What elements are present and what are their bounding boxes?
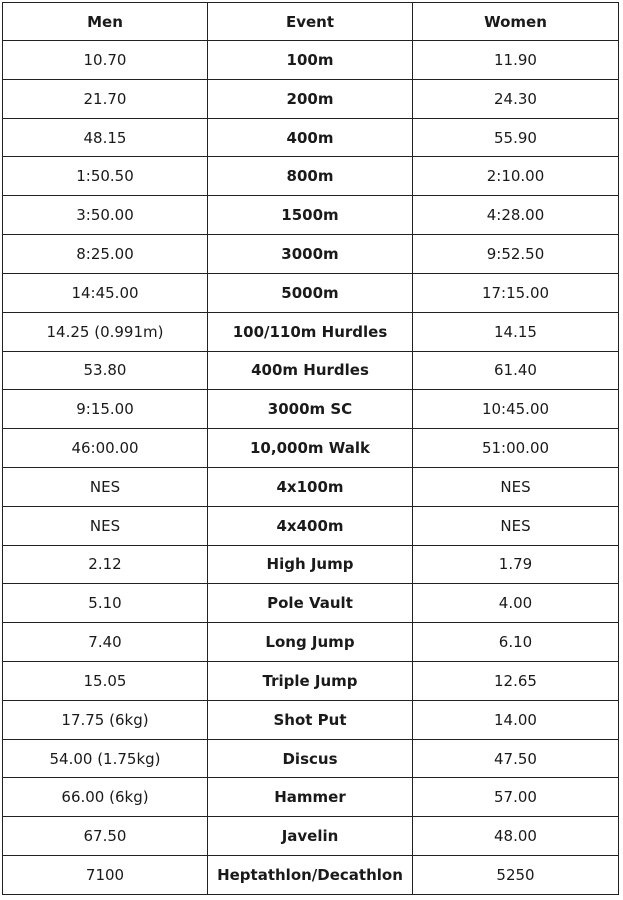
table-row [3, 856, 619, 895]
event-name-cell: Discus [208, 739, 413, 778]
men-standard-cell: 15.05 [3, 662, 208, 701]
event-name-cell: 100/110m Hurdles [208, 312, 413, 351]
women-standard-cell: 24.30 [413, 79, 619, 118]
table-row [3, 662, 619, 701]
men-standard-cell: 2.12 [3, 545, 208, 584]
event-name-cell: Long Jump [208, 623, 413, 662]
table-row [3, 467, 619, 506]
women-standard-cell: NES [413, 506, 619, 545]
table-row [3, 429, 619, 468]
men-standard-cell: 48.15 [3, 118, 208, 157]
event-name-cell: 10,000m Walk [208, 429, 413, 468]
men-standard-cell: 7100 [3, 856, 208, 895]
men-standard-cell: NES [3, 506, 208, 545]
table-row [3, 118, 619, 157]
men-standard-cell: NES [3, 467, 208, 506]
women-standard-cell: NES [413, 467, 619, 506]
men-standard-cell: 7.40 [3, 623, 208, 662]
men-standard-cell: 46:00.00 [3, 429, 208, 468]
table-row [3, 235, 619, 274]
event-name-cell: Heptathlon/Decathlon [208, 856, 413, 895]
event-name-cell: 4x400m [208, 506, 413, 545]
standards-table [2, 2, 619, 895]
event-name-cell: 1500m [208, 196, 413, 235]
men-standard-cell: 53.80 [3, 351, 208, 390]
men-standard-cell: 9:15.00 [3, 390, 208, 429]
table-row [3, 817, 619, 856]
women-standard-cell: 51:00.00 [413, 429, 619, 468]
women-standard-cell: 9:52.50 [413, 235, 619, 274]
table-row [3, 778, 619, 817]
women-standard-cell: 55.90 [413, 118, 619, 157]
table-row [3, 700, 619, 739]
men-standard-cell: 8:25.00 [3, 235, 208, 274]
header-row [3, 3, 619, 41]
table-row [3, 312, 619, 351]
event-name-cell: Pole Vault [208, 584, 413, 623]
table-row [3, 157, 619, 196]
men-standard-cell: 1:50.50 [3, 157, 208, 196]
event-name-cell: Javelin [208, 817, 413, 856]
event-name-cell: 200m [208, 79, 413, 118]
women-standard-cell: 5250 [413, 856, 619, 895]
event-name-cell: 4x100m [208, 467, 413, 506]
event-name-cell: 5000m [208, 273, 413, 312]
table-row [3, 41, 619, 80]
table-row [3, 545, 619, 584]
table-body [3, 41, 619, 895]
table-row [3, 79, 619, 118]
men-standard-cell: 14:45.00 [3, 273, 208, 312]
standards-table-container [2, 2, 618, 895]
men-standard-cell: 17.75 (6kg) [3, 700, 208, 739]
table-row [3, 273, 619, 312]
men-standard-cell: 14.25 (0.991m) [3, 312, 208, 351]
men-standard-cell: 66.00 (6kg) [3, 778, 208, 817]
women-standard-cell: 48.00 [413, 817, 619, 856]
women-standard-cell: 4:28.00 [413, 196, 619, 235]
women-standard-cell: 17:15.00 [413, 273, 619, 312]
women-standard-cell: 11.90 [413, 41, 619, 80]
header-men: Men [3, 3, 208, 41]
women-standard-cell: 1.79 [413, 545, 619, 584]
table-row [3, 506, 619, 545]
table-row [3, 390, 619, 429]
men-standard-cell: 3:50.00 [3, 196, 208, 235]
event-name-cell: 3000m [208, 235, 413, 274]
women-standard-cell: 57.00 [413, 778, 619, 817]
men-standard-cell: 67.50 [3, 817, 208, 856]
table-row [3, 351, 619, 390]
men-standard-cell: 21.70 [3, 79, 208, 118]
women-standard-cell: 47.50 [413, 739, 619, 778]
table-row [3, 739, 619, 778]
men-standard-cell: 54.00 (1.75kg) [3, 739, 208, 778]
event-name-cell: 800m [208, 157, 413, 196]
women-standard-cell: 4.00 [413, 584, 619, 623]
women-standard-cell: 6.10 [413, 623, 619, 662]
event-name-cell: High Jump [208, 545, 413, 584]
women-standard-cell: 12.65 [413, 662, 619, 701]
header-event: Event [208, 3, 413, 41]
event-name-cell: 100m [208, 41, 413, 80]
header-women: Women [413, 3, 619, 41]
women-standard-cell: 2:10.00 [413, 157, 619, 196]
table-row [3, 196, 619, 235]
event-name-cell: 3000m SC [208, 390, 413, 429]
table-row [3, 623, 619, 662]
event-name-cell: Shot Put [208, 700, 413, 739]
women-standard-cell: 14.00 [413, 700, 619, 739]
women-standard-cell: 14.15 [413, 312, 619, 351]
men-standard-cell: 10.70 [3, 41, 208, 80]
event-name-cell: Triple Jump [208, 662, 413, 701]
event-name-cell: Hammer [208, 778, 413, 817]
event-name-cell: 400m Hurdles [208, 351, 413, 390]
table-row [3, 584, 619, 623]
men-standard-cell: 5.10 [3, 584, 208, 623]
women-standard-cell: 10:45.00 [413, 390, 619, 429]
women-standard-cell: 61.40 [413, 351, 619, 390]
event-name-cell: 400m [208, 118, 413, 157]
